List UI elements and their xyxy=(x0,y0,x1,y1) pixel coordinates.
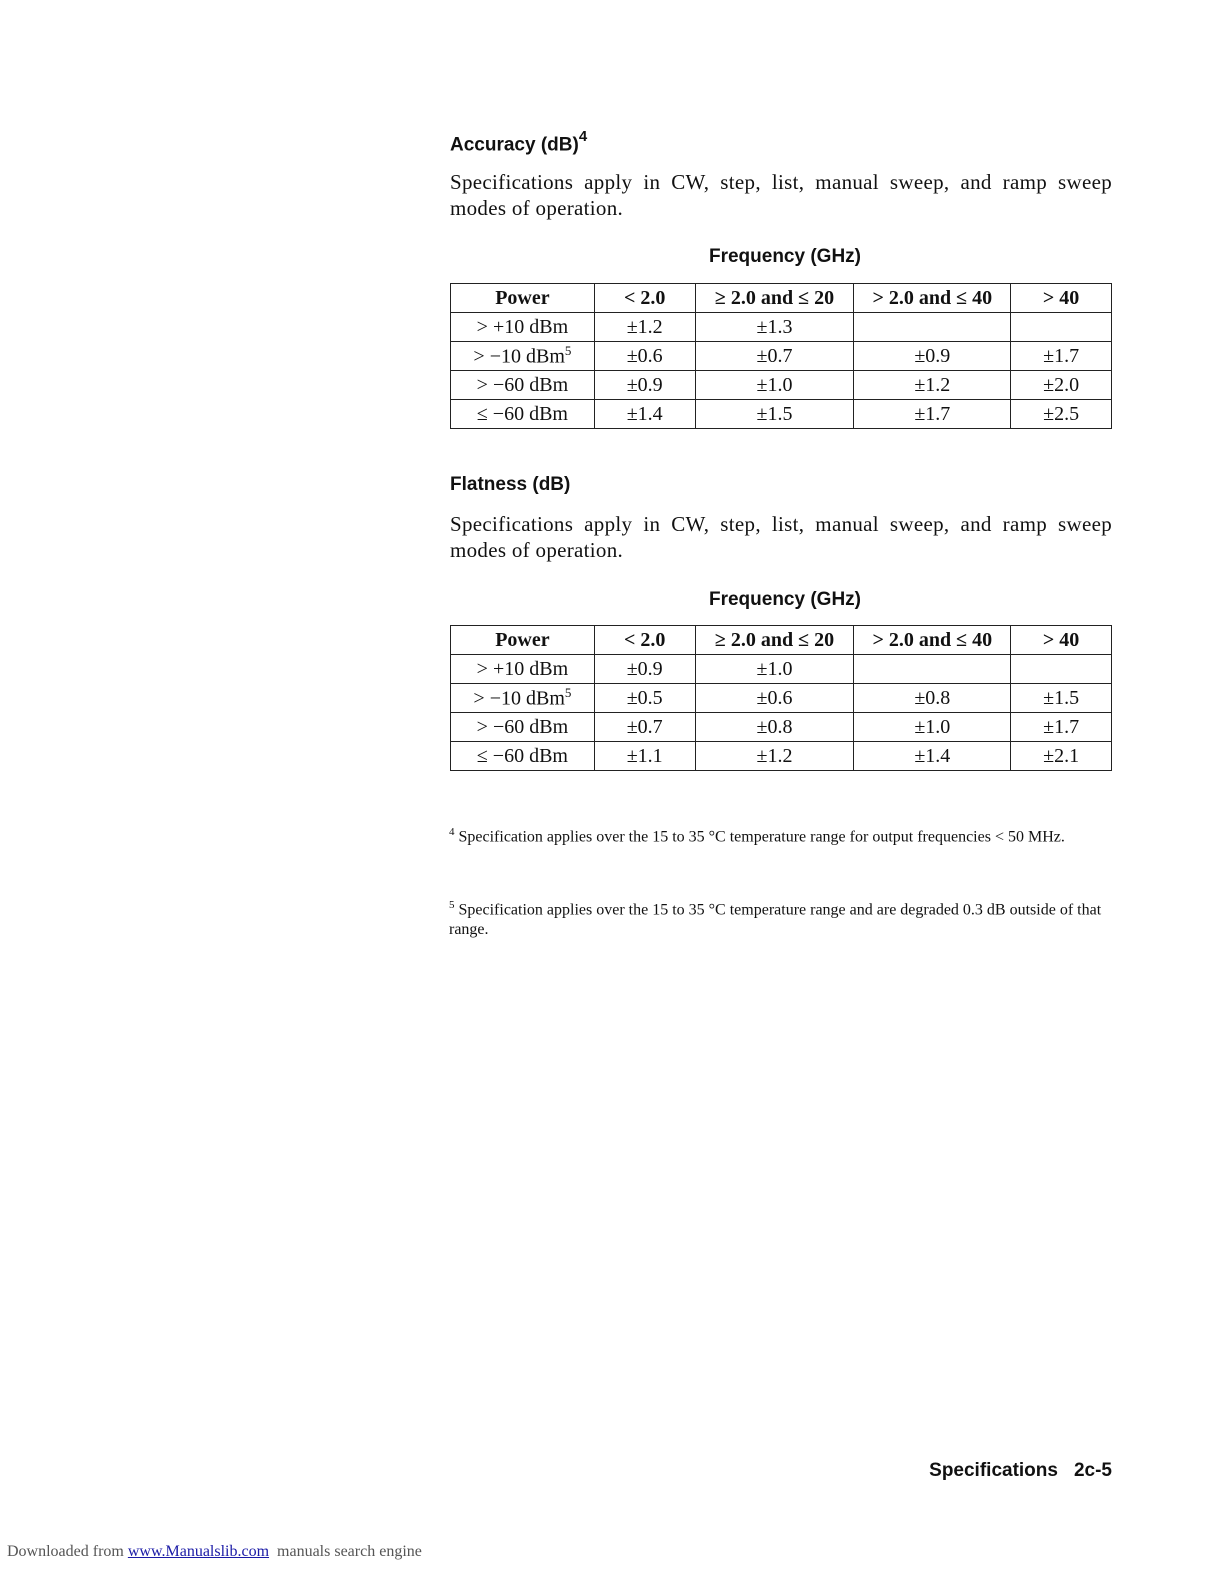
table-row xyxy=(451,742,1112,771)
value-cell: ±1.0 xyxy=(695,371,854,400)
value-cell xyxy=(1011,313,1112,342)
value-cell: ±1.7 xyxy=(854,400,1011,429)
table-row xyxy=(451,400,1112,429)
flatness-frequency-title: Frequency (GHz) xyxy=(708,589,862,610)
value-cell: ±0.8 xyxy=(695,713,854,742)
value-cell: ±2.5 xyxy=(1011,400,1112,429)
accuracy-heading xyxy=(450,130,587,156)
value-cell: ±1.5 xyxy=(1011,684,1112,713)
footnote-4 xyxy=(449,822,1109,847)
value-cell: ±0.5 xyxy=(594,684,695,713)
value-cell: ±0.7 xyxy=(695,342,854,371)
power-value: ≤ −60 dBm xyxy=(476,744,568,767)
column-header-frequency: > 2.0 and ≤ 40 xyxy=(854,284,1011,313)
value-cell: ±1.2 xyxy=(854,371,1011,400)
value-cell: ±2.0 xyxy=(1011,371,1112,400)
page-footer xyxy=(929,1460,1112,1482)
footnote-ref-4: 4 xyxy=(578,128,588,145)
page-number: 2c-5 xyxy=(1073,1460,1112,1481)
power-cell xyxy=(451,713,595,742)
power-value: > −60 dBm xyxy=(476,373,569,396)
value-cell: ±1.3 xyxy=(695,313,854,342)
table-row xyxy=(451,655,1112,684)
column-header-power: Power xyxy=(451,284,595,313)
power-cell xyxy=(451,342,595,371)
value-cell: ±1.0 xyxy=(854,713,1011,742)
value-cell xyxy=(854,313,1011,342)
column-header-frequency: ≥ 2.0 and ≤ 20 xyxy=(695,284,854,313)
power-value: > +10 dBm xyxy=(476,315,569,338)
power-value: > +10 dBm xyxy=(476,657,569,680)
value-cell xyxy=(854,655,1011,684)
value-cell: ±1.5 xyxy=(695,400,854,429)
footnote-text: Specification applies over the 15 to 35 °C temperature range for output frequencies < 50 MHz. xyxy=(458,828,1065,846)
table-row xyxy=(451,371,1112,400)
column-header-frequency: ≥ 2.0 and ≤ 20 xyxy=(695,626,854,655)
power-value: > −10 dBm xyxy=(473,687,565,710)
power-cell xyxy=(451,371,595,400)
power-value: ≤ −60 dBm xyxy=(476,402,568,425)
power-cell xyxy=(451,655,595,684)
value-cell: ±0.6 xyxy=(695,684,854,713)
value-cell: ±0.9 xyxy=(594,655,695,684)
power-cell xyxy=(451,742,595,771)
value-cell: ±2.1 xyxy=(1011,742,1112,771)
value-cell: ±1.4 xyxy=(854,742,1011,771)
column-header-frequency: > 40 xyxy=(1011,284,1112,313)
accuracy-heading-text: Accuracy (dB) xyxy=(450,134,579,156)
accuracy-table xyxy=(450,283,1112,429)
value-cell: ±0.8 xyxy=(854,684,1011,713)
power-cell xyxy=(451,400,595,429)
column-header-frequency: > 40 xyxy=(1011,626,1112,655)
value-cell: ±1.1 xyxy=(594,742,695,771)
flatness-heading: Flatness (dB) xyxy=(450,474,571,495)
table-row xyxy=(451,342,1112,371)
column-header-frequency: > 2.0 and ≤ 40 xyxy=(854,626,1011,655)
download-notice xyxy=(7,1543,422,1561)
flatness-description: Specifications apply in CW, step, list, manual sweep, and ramp sweep modes of operation. xyxy=(450,512,1112,562)
value-cell: ±1.2 xyxy=(594,313,695,342)
column-header-power: Power xyxy=(451,626,595,655)
table-row xyxy=(451,313,1112,342)
power-value: > −10 dBm xyxy=(473,345,565,368)
table-header-row xyxy=(451,284,1112,313)
value-cell: ±1.7 xyxy=(1011,713,1112,742)
table-header-row xyxy=(451,626,1112,655)
value-cell: ±1.0 xyxy=(695,655,854,684)
power-cell xyxy=(451,313,595,342)
download-suffix: manuals search engine xyxy=(277,1543,422,1560)
value-cell: ±0.9 xyxy=(594,371,695,400)
table-row xyxy=(451,713,1112,742)
footnote-ref-5: 5 xyxy=(564,343,572,359)
footnote-text: Specification applies over the 15 to 35 °C temperature range and are degraded 0.3 dB outside of that range. xyxy=(449,901,1102,939)
footnote-ref-5: 5 xyxy=(564,685,572,701)
download-prefix: Downloaded from xyxy=(7,1543,124,1560)
value-cell: ±1.2 xyxy=(695,742,854,771)
column-header-frequency: < 2.0 xyxy=(594,626,695,655)
column-header-frequency: < 2.0 xyxy=(594,284,695,313)
value-cell: ±0.7 xyxy=(594,713,695,742)
table-row xyxy=(451,684,1112,713)
value-cell: ±0.9 xyxy=(854,342,1011,371)
footer-section-label: Specifications xyxy=(929,1460,1058,1481)
accuracy-description: Specifications apply in CW, step, list, manual sweep, and ramp sweep modes of operation. xyxy=(450,170,1112,220)
power-value: > −60 dBm xyxy=(476,715,569,738)
power-cell xyxy=(451,684,595,713)
value-cell: ±1.7 xyxy=(1011,342,1112,371)
value-cell: ±1.4 xyxy=(594,400,695,429)
value-cell: ±0.6 xyxy=(594,342,695,371)
footnote-mark: 4 xyxy=(449,826,455,838)
value-cell xyxy=(1011,655,1112,684)
accuracy-frequency-title: Frequency (GHz) xyxy=(708,246,862,267)
flatness-table xyxy=(450,625,1112,771)
manualslib-link[interactable]: www.Manualslib.com xyxy=(127,1543,270,1560)
footnote-5 xyxy=(449,895,1109,940)
footnote-mark: 5 xyxy=(449,899,455,911)
